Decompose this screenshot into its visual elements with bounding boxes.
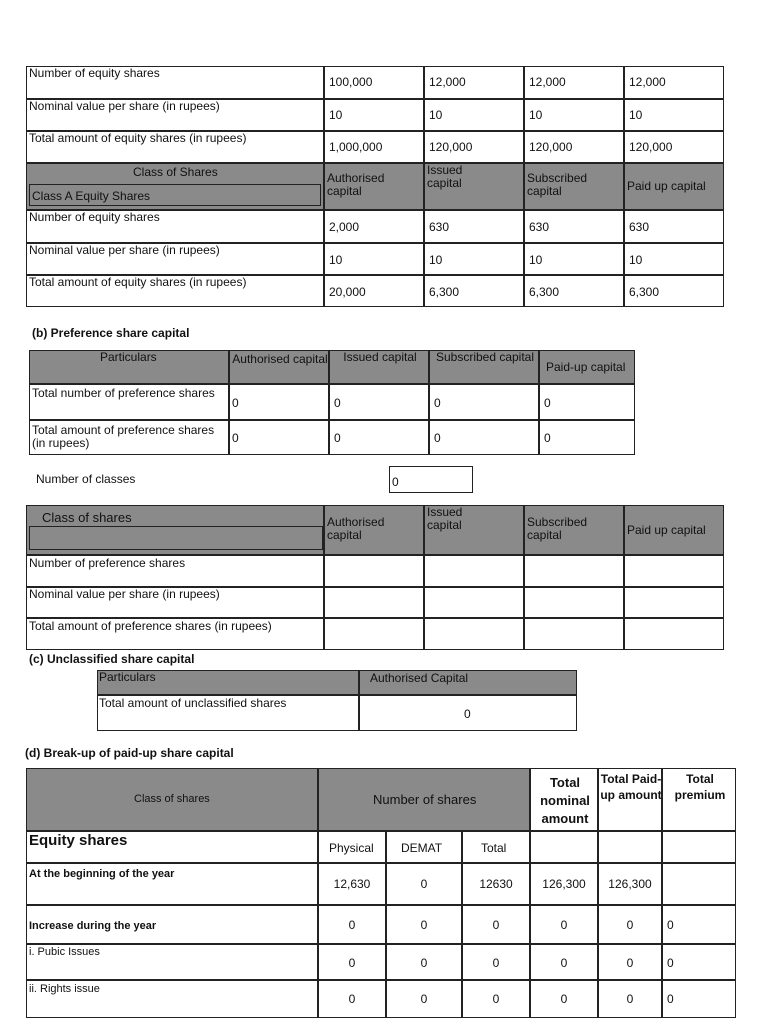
table-cell: [26, 587, 324, 618]
table-cell: [598, 863, 662, 905]
table-cell: [329, 384, 429, 420]
table-cell: [424, 243, 524, 275]
table-cell: [386, 905, 462, 944]
cell-value: 120,000: [429, 140, 473, 154]
row-label: Total number of preference shares: [32, 386, 215, 400]
table-cell: [530, 980, 598, 1018]
table-cell: [624, 99, 724, 131]
cell-value: 6,300: [629, 285, 660, 299]
column-header: [229, 350, 329, 384]
cell-value: 0: [334, 431, 341, 445]
number-of-classes-label: Number of classes: [36, 472, 136, 486]
column-header: [598, 768, 662, 831]
cell-value: 6,300: [429, 285, 460, 299]
table-cell: [524, 243, 624, 275]
row-label: Number of equity shares: [29, 66, 160, 80]
table-cell: [29, 420, 229, 455]
table-cell: [26, 243, 324, 275]
cell-value: 0: [348, 992, 356, 1006]
header-issued: Issued capital: [343, 350, 417, 364]
table-cell: [386, 863, 462, 905]
column-header: [26, 768, 318, 831]
table-cell: [524, 555, 624, 587]
cell-value: 1,000,000: [329, 140, 383, 154]
table-cell: [530, 905, 598, 944]
row-label: Total amount of equity shares (in rupees): [29, 131, 247, 145]
column-header: [97, 670, 359, 695]
header-subscribed: Subscribed capital: [527, 171, 588, 198]
table-cell: [462, 863, 530, 905]
cell-value: 0: [492, 992, 500, 1006]
row-label: i. Pubic Issues: [29, 946, 100, 958]
cell-value: 10: [529, 253, 543, 267]
row-label: Number of preference shares: [29, 556, 186, 570]
row-label: Total amount of preference shares (in rupees): [29, 619, 272, 633]
cell-value: 0: [348, 918, 356, 932]
cell-value: 120,000: [529, 140, 573, 154]
table-cell: [26, 66, 324, 99]
cell-value: 120,000: [629, 140, 673, 154]
table-cell: [386, 980, 462, 1018]
column-header: [329, 350, 429, 384]
table-cell: [324, 587, 424, 618]
cell-value: 0: [334, 396, 341, 410]
row-label: Nominal value per share (in rupees): [29, 99, 220, 113]
table-cell: [662, 944, 736, 980]
table-cell: [324, 66, 424, 99]
column-header: [318, 768, 530, 831]
table-cell: [324, 555, 424, 587]
table-cell: [524, 99, 624, 131]
row-label: Total amount of unclassified shares: [99, 696, 287, 710]
table-cell: [229, 420, 329, 455]
cell-value: 0: [667, 918, 674, 932]
header-total-nominal: Total nominal amount: [540, 775, 590, 826]
table-cell: [524, 618, 624, 650]
table-cell: [424, 210, 524, 243]
row-label: ii. Rights issue: [29, 983, 100, 995]
row-label: Nominal value per share (in rupees): [29, 243, 220, 257]
header-total-premium: Total premium: [674, 772, 726, 802]
column-header: [324, 505, 424, 555]
table-cell: [624, 275, 724, 307]
section-title-breakup: (d) Break-up of paid-up share capital: [25, 746, 234, 760]
table-cell: [598, 980, 662, 1018]
number-of-classes-input[interactable]: [389, 466, 473, 493]
sub-header-demat: DEMAT: [401, 841, 443, 855]
column-header: [524, 163, 624, 210]
table-row-label: [26, 944, 318, 980]
table-cell: [662, 831, 736, 863]
column-header: [539, 350, 635, 384]
table-cell: [429, 384, 539, 420]
cell-value: 10: [529, 108, 543, 122]
table-row-label: [26, 863, 318, 905]
table-cell: [598, 831, 662, 863]
cell-value: 0: [434, 431, 441, 445]
table-cell: [539, 420, 635, 455]
header-authorised: Authorised Capital: [370, 671, 469, 685]
table-cell: [429, 420, 539, 455]
section-title-unclassified: (c) Unclassified share capital: [29, 652, 195, 666]
cell-value: 10: [629, 253, 643, 267]
cell-value: 0: [232, 396, 239, 410]
column-header: [624, 505, 724, 555]
cell-value: 0: [492, 918, 500, 932]
class-of-shares-label: Class of shares: [42, 510, 132, 525]
table-cell: [624, 587, 724, 618]
table-cell: [624, 210, 724, 243]
table-cell: [598, 905, 662, 944]
table-cell: [26, 831, 318, 863]
table-cell: [424, 131, 524, 163]
table-cell: [386, 944, 462, 980]
class-name-value: Class A Equity Shares: [32, 189, 151, 203]
table-cell: [524, 66, 624, 99]
header-authorised: Authorised capital: [232, 352, 328, 366]
header-subscribed: Subscribed capital: [527, 515, 588, 542]
table-cell: [530, 944, 598, 980]
table-cell: [318, 831, 386, 863]
header-issued: Issued capital: [427, 505, 463, 532]
table-cell: [424, 275, 524, 307]
table-cell: [97, 695, 359, 731]
row-label: Total amount of equity shares (in rupees): [29, 275, 247, 289]
cell-value: 10: [329, 108, 343, 122]
cell-value: 126,300: [542, 877, 586, 891]
table-cell: [662, 980, 736, 1018]
table-cell: [624, 66, 724, 99]
cell-value: 0: [560, 956, 568, 970]
header-paid-up: Paid up capital: [627, 523, 706, 537]
header-paid-up: Paid up capital: [627, 179, 706, 193]
table-cell: [386, 831, 462, 863]
table-cell: [598, 944, 662, 980]
table-row-label: [26, 905, 318, 944]
cell-value: 0: [420, 992, 428, 1006]
class-name-field[interactable]: [29, 184, 321, 206]
cell-value: 20,000: [329, 285, 366, 299]
table-cell: [624, 555, 724, 587]
cell-value: 2,000: [329, 220, 360, 234]
cell-value: 0: [434, 396, 441, 410]
table-cell: [324, 618, 424, 650]
cell-value: 10: [629, 108, 643, 122]
cell-value: 630: [629, 220, 650, 234]
cell-value: 0: [560, 918, 568, 932]
class-of-shares-label: Class of Shares: [133, 165, 218, 179]
table-cell: [324, 99, 424, 131]
cell-value: 0: [626, 956, 634, 970]
table-cell: [662, 905, 736, 944]
cell-value: 12630: [479, 877, 513, 891]
table-cell: [424, 555, 524, 587]
equity-shares-label: Equity shares: [29, 832, 128, 849]
cell-value: 0: [667, 992, 674, 1006]
cell-value: 0: [626, 918, 634, 932]
table-cell: [324, 210, 424, 243]
cell-value: 0: [544, 431, 551, 445]
header-authorised: Authorised capital: [327, 171, 385, 198]
cell-value: 6,300: [529, 285, 560, 299]
column-header: [29, 350, 229, 384]
sub-header-physical: Physical: [329, 841, 374, 855]
cell-value: 0: [464, 707, 471, 721]
header-paid-up: Paid-up capital: [546, 360, 626, 374]
column-header: [429, 350, 539, 384]
cell-value: 10: [329, 253, 343, 267]
column-header: [524, 505, 624, 555]
header-class-of-shares: Class of shares: [134, 793, 210, 805]
row-label: Total amount of preference shares (in rupees): [32, 423, 215, 450]
table-cell: [324, 131, 424, 163]
table-cell: [329, 420, 429, 455]
column-header: [530, 768, 598, 831]
cell-value: 12,000: [429, 75, 466, 89]
table-cell: [424, 66, 524, 99]
table-cell: [624, 243, 724, 275]
table-row-label: [26, 980, 318, 1018]
cell-value: 0: [420, 956, 428, 970]
column-header: [424, 505, 524, 555]
class-name-field[interactable]: [29, 526, 323, 550]
cell-value: 0: [420, 877, 428, 891]
column-header: [324, 163, 424, 210]
column-header: [624, 163, 724, 210]
table-cell: [229, 384, 329, 420]
cell-value: 0: [348, 956, 356, 970]
table-cell: [29, 384, 229, 420]
cell-value: 100,000: [329, 75, 373, 89]
table-cell: [424, 99, 524, 131]
cell-value: 0: [560, 992, 568, 1006]
table-cell: [530, 863, 598, 905]
header-subscribed: Subscribed capital: [435, 350, 535, 364]
table-cell: [462, 944, 530, 980]
cell-value: 12,000: [629, 75, 666, 89]
table-cell: [359, 695, 577, 731]
cell-value: 0: [626, 992, 634, 1006]
header-particulars: Particulars: [100, 350, 157, 364]
column-header: [359, 670, 577, 695]
table-cell: [524, 210, 624, 243]
class-header-cell: [26, 163, 324, 210]
table-cell: [624, 131, 724, 163]
header-authorised: Authorised capital: [327, 515, 385, 542]
cell-value: 10: [429, 253, 443, 267]
table-cell: [424, 587, 524, 618]
table-cell: [624, 618, 724, 650]
table-cell: [26, 618, 324, 650]
row-label: At the beginning of the year: [29, 868, 175, 880]
section-title-preference: (b) Preference share capital: [32, 326, 190, 340]
table-cell: [524, 587, 624, 618]
header-number-of-shares: Number of shares: [373, 792, 477, 807]
table-cell: [318, 905, 386, 944]
table-cell: [530, 831, 598, 863]
cell-value: 12,630: [333, 877, 371, 891]
cell-value: 126,300: [608, 877, 652, 891]
table-cell: [318, 944, 386, 980]
table-cell: [26, 99, 324, 131]
cell-value: 630: [429, 220, 450, 234]
number-of-classes-value: 0: [392, 475, 399, 489]
cell-value: 0: [492, 956, 500, 970]
table-cell: [26, 210, 324, 243]
table-cell: [318, 980, 386, 1018]
sub-header-total: Total: [481, 841, 507, 855]
table-cell: [462, 831, 530, 863]
row-label: Number of equity shares: [29, 210, 160, 224]
column-header: [662, 768, 736, 831]
table-cell: [662, 863, 736, 905]
row-label: Increase during the year: [29, 920, 157, 932]
header-particulars: Particulars: [99, 670, 156, 684]
column-header: [424, 163, 524, 210]
table-cell: [524, 275, 624, 307]
table-cell: [26, 131, 324, 163]
cell-value: 0: [420, 918, 428, 932]
header-issued: Issued capital: [427, 163, 463, 190]
header-total-paid-up: Total Paid-up amount: [600, 772, 662, 802]
cell-value: 10: [429, 108, 443, 122]
table-cell: [462, 905, 530, 944]
cell-value: 0: [544, 396, 551, 410]
cell-value: 0: [667, 956, 674, 970]
cell-value: 12,000: [529, 75, 566, 89]
table-cell: [539, 384, 635, 420]
table-cell: [324, 243, 424, 275]
class-header-cell: [26, 505, 324, 555]
table-cell: [318, 863, 386, 905]
table-cell: [524, 131, 624, 163]
row-label: Nominal value per share (in rupees): [29, 587, 220, 601]
table-cell: [26, 555, 324, 587]
table-cell: [462, 980, 530, 1018]
table-cell: [324, 275, 424, 307]
table-cell: [26, 275, 324, 307]
cell-value: 0: [232, 431, 239, 445]
cell-value: 630: [529, 220, 550, 234]
table-cell: [424, 618, 524, 650]
